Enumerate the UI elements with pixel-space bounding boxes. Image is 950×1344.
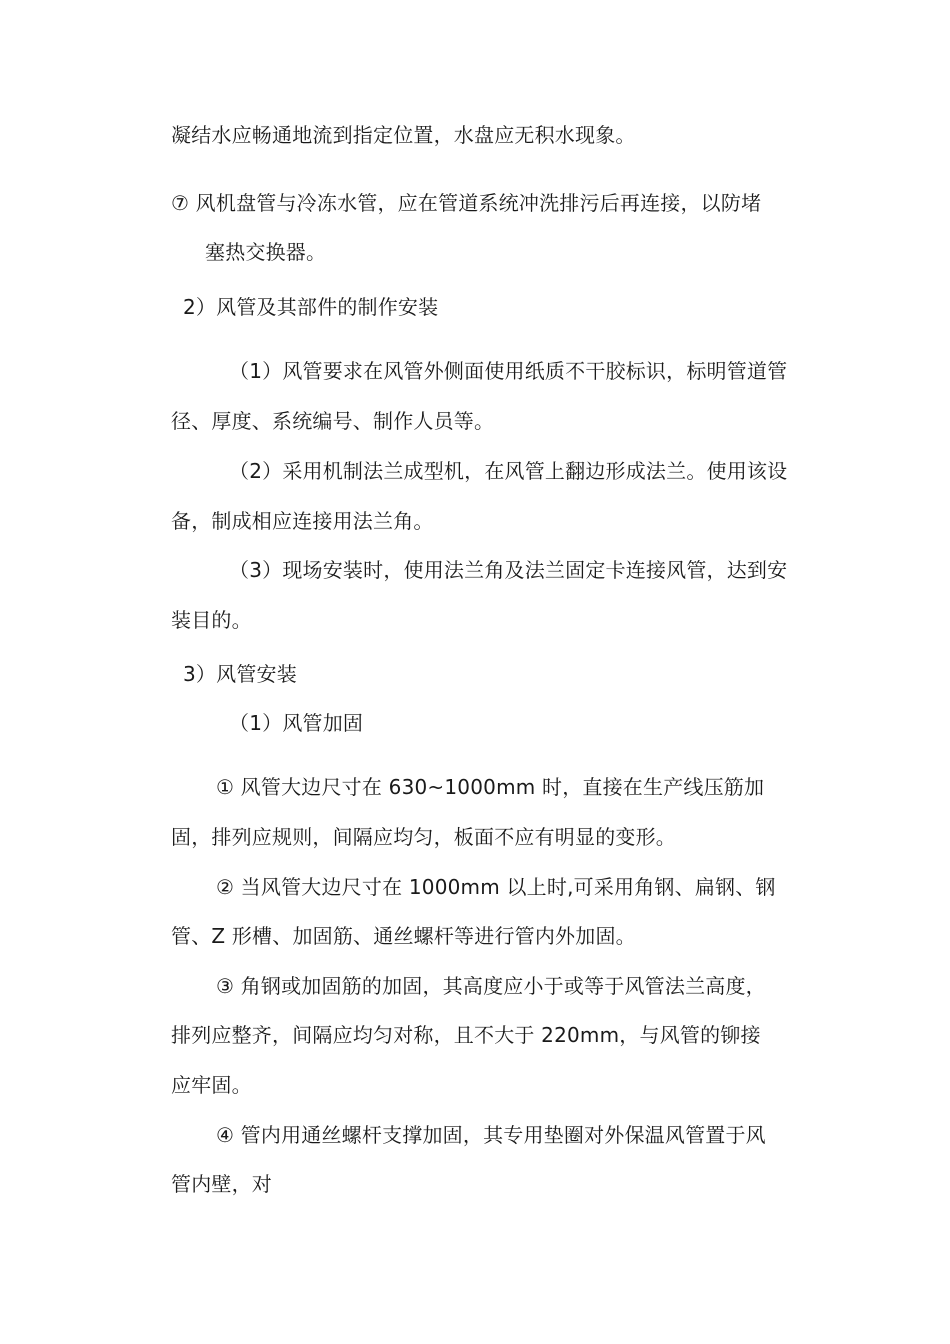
list-item-7-continuation: 塞热交换器。: [205, 240, 327, 264]
paragraph-line: ① 风管大边尺寸在 630~1000mm 时，直接在生产线压筋加: [216, 775, 765, 799]
paragraph-line: （1）风管要求在风管外侧面使用纸质不干胶标识，标明管道管: [229, 359, 788, 383]
paragraph-line: ② 当风管大边尺寸在 1000mm 以上时,可采用角钢、扁钢、钢: [216, 875, 776, 899]
paragraph-line: （2）采用机制法兰成型机，在风管上翻边形成法兰。使用该设: [229, 459, 788, 483]
paragraph-line: 固，排列应规则，间隔应均匀，板面不应有明显的变形。: [171, 825, 676, 849]
subsection-heading: （1）风管加固: [229, 711, 364, 735]
paragraph-line: 排列应整齐，间隔应均匀对称，且不大于 220mm，与风管的铆接: [171, 1023, 761, 1047]
paragraph-line: 管内壁，对: [171, 1172, 272, 1196]
paragraph-line: 装目的。: [171, 608, 252, 632]
paragraph-line: ③ 角钢或加固筋的加固，其高度应小于或等于风管法兰高度，: [216, 974, 766, 998]
paragraph-line: 径、厚度、系统编号、制作人员等。: [171, 409, 495, 433]
paragraph-line: 管、Z 形槽、加固筋、通丝螺杆等进行管内外加固。: [171, 924, 636, 948]
section-heading-2: 2）风管及其部件的制作安装: [183, 295, 439, 319]
paragraph-line: ④ 管内用通丝螺杆支撑加固，其专用垫圈对外保温风管置于风: [216, 1123, 766, 1147]
paragraph-line: 备，制成相应连接用法兰角。: [171, 509, 434, 533]
paragraph-line: 凝结水应畅通地流到指定位置，水盘应无积水现象。: [171, 123, 636, 147]
section-heading-3: 3）风管安装: [183, 662, 297, 686]
paragraph-line: 应牢固。: [171, 1073, 252, 1097]
paragraph-line: （3）现场安装时，使用法兰角及法兰固定卡连接风管，达到安: [229, 558, 788, 582]
list-item-7-line: ⑦ 风机盘管与冷冻水管，应在管道系统冲洗排污后再连接，以防堵: [171, 191, 762, 215]
